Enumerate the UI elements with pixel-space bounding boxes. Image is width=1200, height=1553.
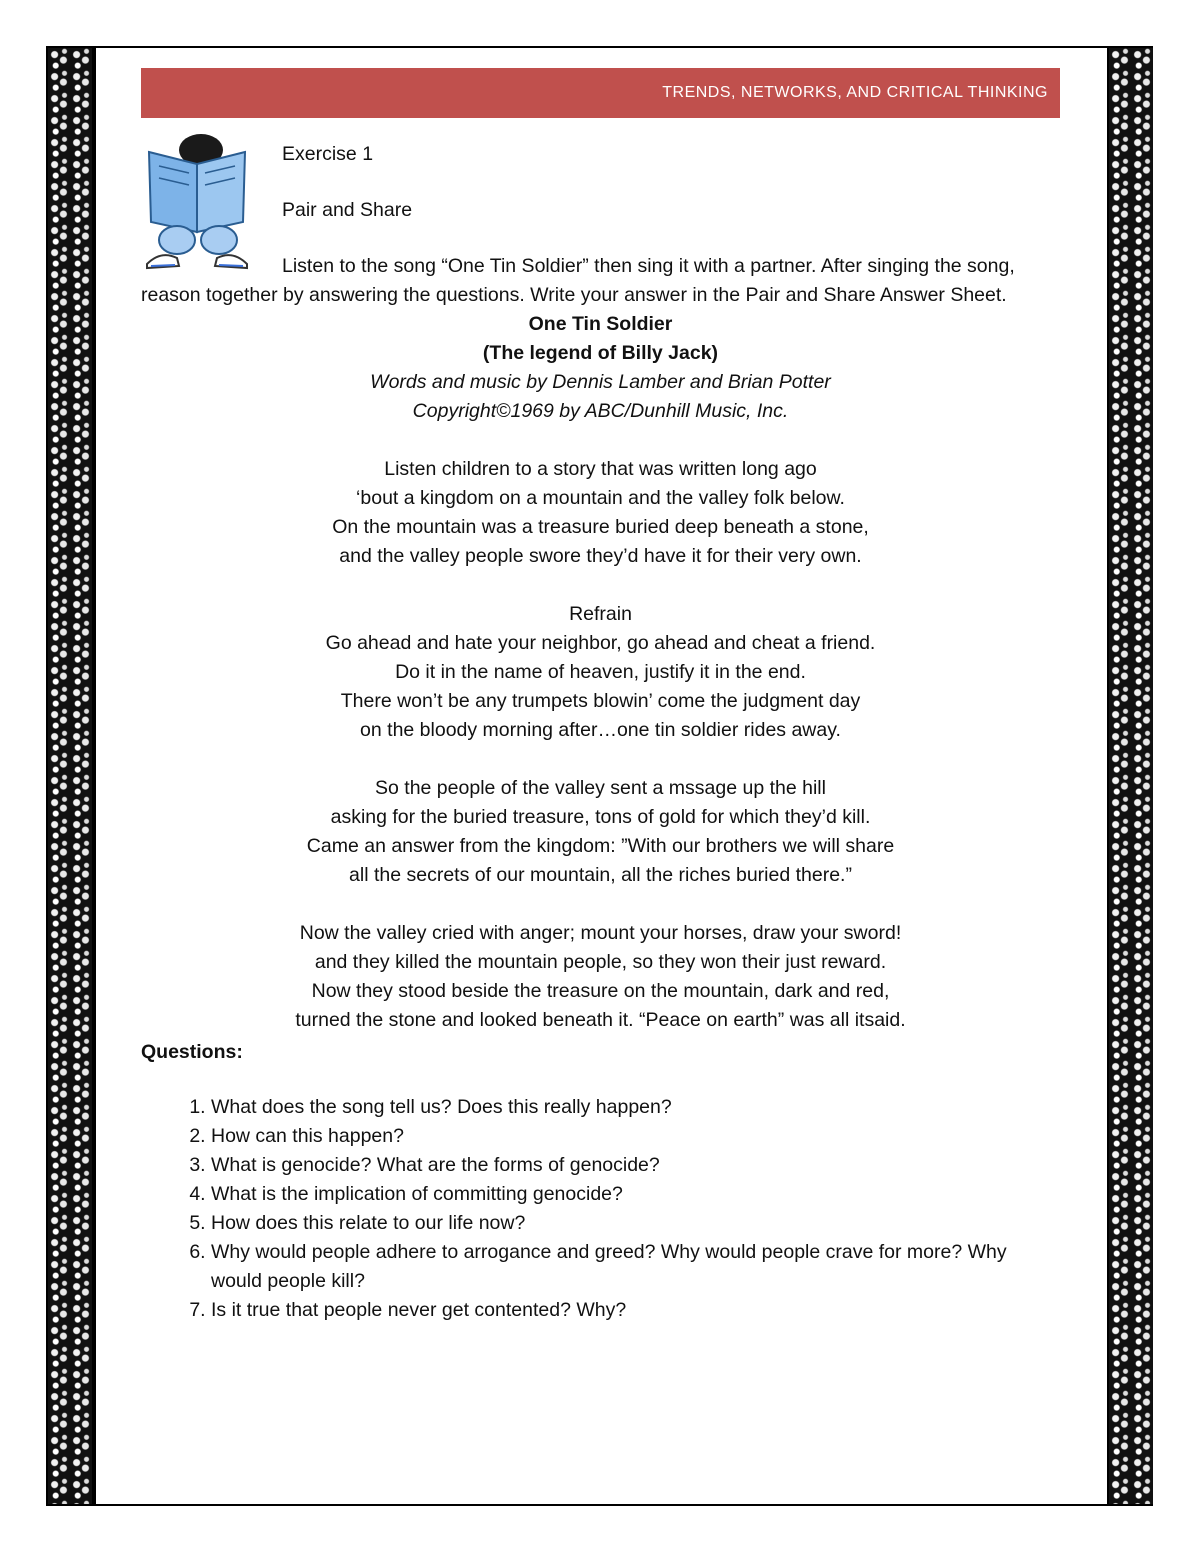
lyric-line: and they killed the mountain people, so they won their just reward. — [314, 951, 887, 973]
question-item: 1. What does the song tell us? Does this really happen? — [211, 1093, 1060, 1122]
lyric-line: Now they stood beside the treasure on the mountain, dark and red, — [311, 980, 890, 1002]
refrain-label: Refrain — [569, 603, 632, 625]
lyric-line: ‘bout a kingdom on a mountain and the valley folk below. — [356, 487, 845, 509]
lyric-line: There won’t be any trumpets blowin’ come the judgment day — [340, 690, 861, 712]
lyric-line: asking for the buried treasure, tons of gold for which they’d kill. — [330, 806, 871, 828]
question-item: 3. What is genocide? What are the forms of genocide? — [211, 1151, 1060, 1180]
question-item: 4. What is the implication of committing genocide? — [211, 1180, 1060, 1209]
lyric-line: all the secrets of our mountain, all the riches buried there.” — [349, 864, 852, 886]
song-copyright: Copyright©1969 by ABC/Dunhill Music, Inc. — [412, 400, 789, 422]
content-area — [141, 140, 1060, 1325]
lyric-line: Came an answer from the kingdom: ”With our brothers we will share — [306, 835, 895, 857]
ornamental-border-right — [1109, 48, 1153, 1504]
questions-heading: Questions: — [141, 1041, 243, 1063]
song-subtitle: (The legend of Billy Jack) — [482, 342, 719, 364]
song-credit: Words and music by Dennis Lamber and Brian Potter — [370, 371, 831, 393]
song-title: One Tin Soldier — [528, 313, 673, 335]
header-title: TRENDS, NETWORKS, AND CRITICAL THINKING — [662, 84, 1048, 101]
lyric-line: Now the valley cried with anger; mount your horses, draw your sword! — [299, 922, 902, 944]
question-item: 6. Why would people adhere to arrogance and greed? Why would people crave for more? Why would people kill? — [211, 1238, 1060, 1296]
lyric-line: on the bloody morning after…one tin soldier rides away. — [360, 719, 841, 741]
lyric-line: and the valley people swore they’d have it for their very own. — [339, 545, 862, 567]
question-item: 2. How can this happen? — [211, 1122, 1060, 1151]
ornamental-border-left — [48, 48, 92, 1504]
lyric-line: On the mountain was a treasure buried deep beneath a stone, — [332, 516, 869, 538]
verse-1 — [141, 455, 1060, 571]
verse-2 — [141, 774, 1060, 890]
header-bar — [141, 68, 1060, 118]
questions-list — [141, 1093, 1060, 1325]
lyric-line: Listen children to a story that was written long ago — [384, 458, 817, 480]
lyric-line: turned the stone and looked beneath it. “Peace on earth” was all itsaid. — [295, 1009, 906, 1031]
exercise-subtitle: Pair and Share — [282, 199, 413, 221]
lyric-line: Go ahead and hate your neighbor, go ahead and cheat a friend. — [325, 632, 876, 654]
lyric-line: So the people of the valley sent a mssage up the hill — [375, 777, 826, 799]
exercise-title: Exercise 1 — [282, 143, 374, 165]
lyric-line: Do it in the name of heaven, justify it in the end. — [395, 661, 806, 683]
refrain — [141, 600, 1060, 745]
question-item: 7. Is it true that people never get contented? Why? — [211, 1296, 1060, 1325]
verse-3 — [141, 919, 1060, 1035]
question-item: 5. How does this relate to our life now? — [211, 1209, 1060, 1238]
exercise-instructions: Listen to the song “One Tin Soldier” then sing it with a partner. After singing the song, reason together by answering the questions. Write your answer in the Pair and Share Answer Sheet. — [141, 255, 1015, 306]
